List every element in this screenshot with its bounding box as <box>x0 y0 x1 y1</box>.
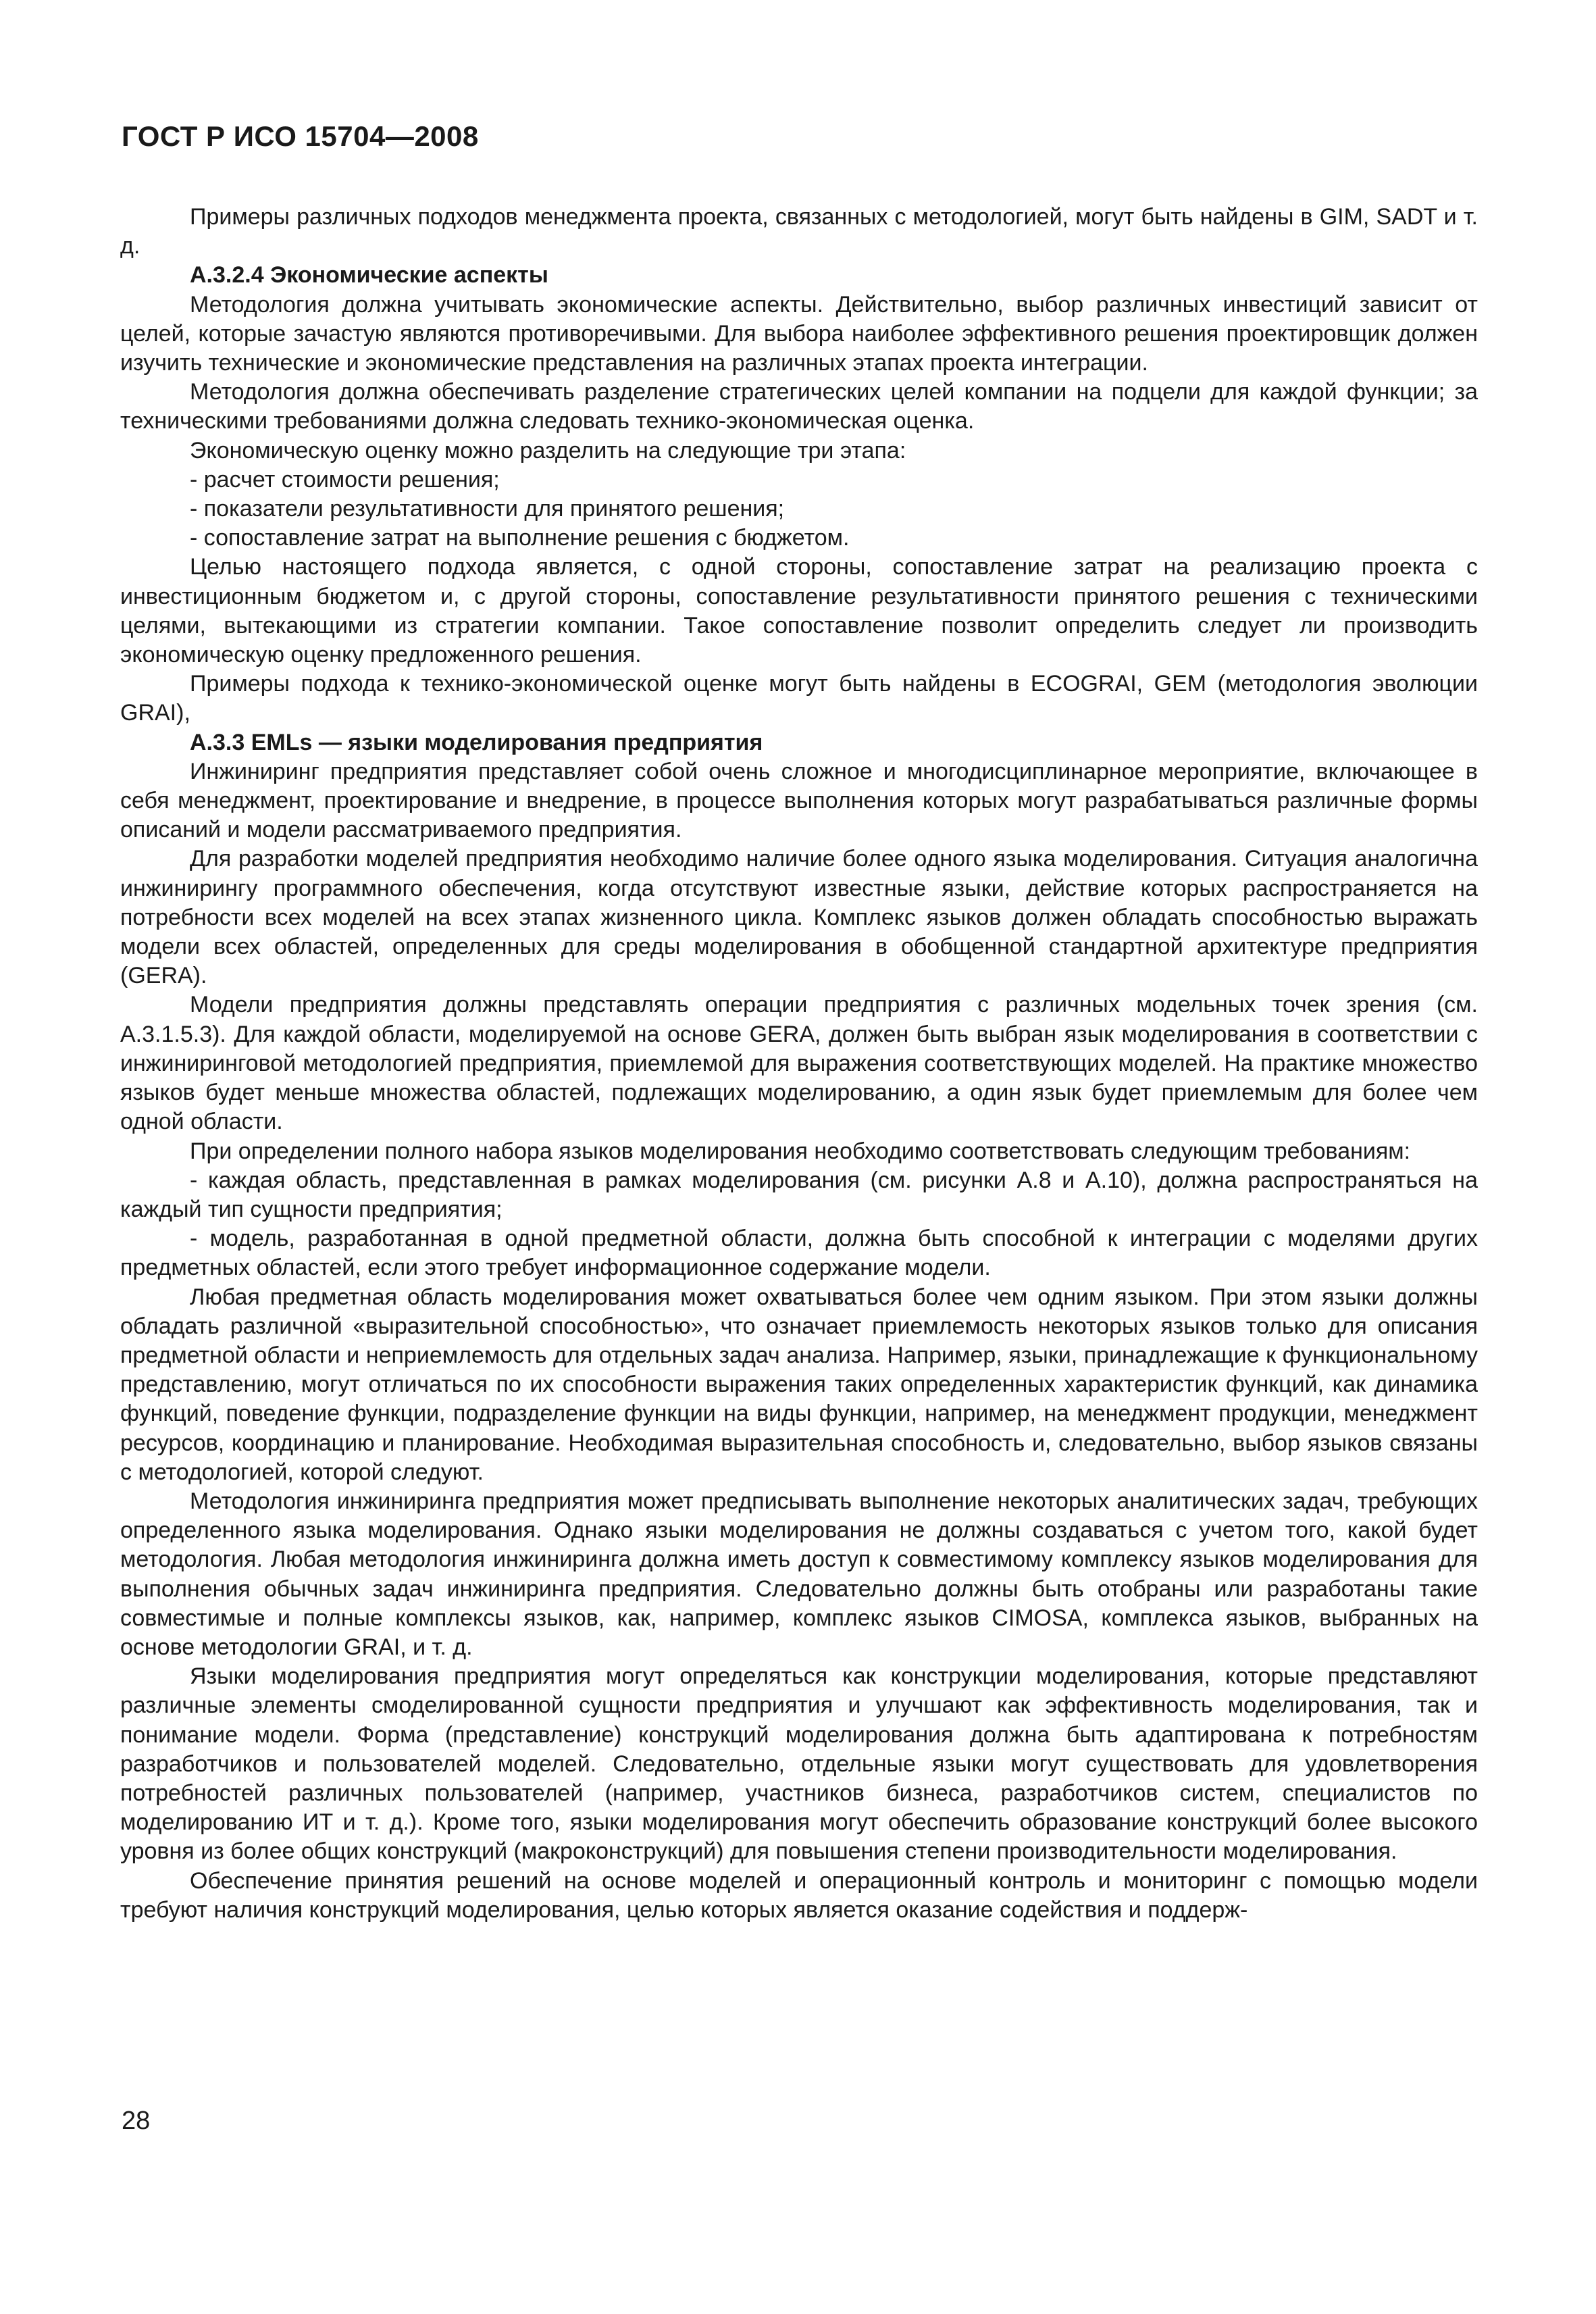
page-body <box>120 203 1478 1925</box>
paragraph-project-approaches: Примеры различных подходов менеджмента проекта, связанных с методологией, могут быть найдены в GIM, SADT и т. д. <box>120 204 1478 259</box>
list-item-budget: - сопоставление затрат на выполнение решения с бюджетом. <box>190 525 850 551</box>
list-item-domain-coverage: - каждая область, представленная в рамках моделирования (см. рисунки А.8 и А.10), должна распространяться на каждый тип сущности предприятия; <box>120 1167 1478 1222</box>
paragraph-model-viewpoints: Модели предприятия должны представлять операции предприятия с различных модельных точек зрения (см. А.3.1.5.3). Для каждой области, моделируемой на основе GERA, должен быть выбран язык моделирования в соответствии с инжиниринговой методологией предприятия, приемлемой для выражения соответствующих моделей. На практике множество языков будет меньше множества областей, подлежащих моделированию, а один язык будет приемлемым для более чем одной области. <box>120 992 1478 1135</box>
paragraph-evaluation-examples: Примеры подхода к технико-экономической оценке могут быть найдены в ECOGRAI, GEM (методология эволюции GRAI), <box>120 671 1478 726</box>
list-item-performance: - показатели результативности для принятого решения; <box>190 496 785 522</box>
paragraph-evaluation-stages: Экономическую оценку можно разделить на следующие три этапа: <box>190 437 906 463</box>
paragraph-enterprise-engineering: Инжиниринг предприятия представляет собой очень сложное и многодисциплинарное мероприятие, включающее в себя менеджмент, проектирование и внедрение, в процессе выполнения которых могут разрабатываться различные формы описаний и модели рассматриваемого предприятия. <box>120 758 1478 843</box>
section-heading-emls: А.3.3 EMLs — языки моделирования предприятия <box>190 729 763 755</box>
section-heading-economic-aspects: А.3.2.4 Экономические аспекты <box>190 262 548 288</box>
paragraph-decision-support: Обеспечение принятия решений на основе моделей и операционный контроль и мониторинг с помощью модели требуют наличия конструкций моделирования, целью которых является оказание содействия и поддерж- <box>120 1867 1478 1923</box>
paragraph-modelling-constructs: Языки моделирования предприятия могут определяться как конструкции моделирования, которые представляют различные элементы смоделированной сущности предприятия и улучшают как эффективность моделирования, так и понимание модели. Форма (представление) конструкций моделирования должна быть адаптирована к потребностям разработчиков и пользователей моделей. Следовательно, отдельные языки могут существовать для удовлетворения потребностей различных пользователей (например, участников бизнеса, разработчиков систем, специалистов по моделированию ИТ и т. д.). Кроме того, языки моделирования могут обеспечить образование конструкций более высокого уровня из более общих конструкций (макроконструкций) для повышения степени производительности моделирования. <box>120 1663 1478 1865</box>
paragraph-model-development: Для разработки моделей предприятия необходимо наличие более одного языка моделирования. Ситуация аналогична инжинирингу программного обеспечения, когда отсутствуют известные языки, действие которых распространяется на потребности всех моделей на всех этапах жизненного цикла. Комплекс языков должен обладать способностью выражать модели всех областей, определенных для среды моделирования в обобщенной стандартной архитектуре предприятия (GERA). <box>120 846 1478 989</box>
list-item-cost: - расчет стоимости решения; <box>190 466 500 493</box>
paragraph-engineering-methodology: Методология инжиниринга предприятия может предписывать выполнение некоторых аналитических задач, требующих определенного языка моделирования. Однако языки моделирования не должны создаваться с учетом того, какой будет методология. Любая методология инжиниринга должна иметь доступ к совместимому комплексу языков моделирования для выполнения обычных задач инжиниринга предприятия. Следовательно должны быть отобраны или разработаны такие совместимые и полные комплексы языков, как, например, комплекс языков CIMOSA, комплекса языков, выбранных на основе методологии GRAI, и т. д. <box>120 1488 1478 1660</box>
paragraph-language-requirements: При определении полного набора языков моделирования необходимо соответствовать следующим требованиям: <box>190 1138 1411 1164</box>
standard-header: ГОСТ Р ИСО 15704—2008 <box>122 120 479 152</box>
list-item-model-integration: - модель, разработанная в одной предметной области, должна быть способной к интеграции с моделями других предметных областей, если этого требует информационное содержание модели. <box>120 1226 1478 1281</box>
page-number: 28 <box>122 2107 151 2135</box>
paragraph-approach-goal: Целью настоящего подхода является, с одной стороны, сопоставление затрат на реализацию проекта с инвестиционным бюджетом и, с другой стороны, сопоставление результативности принятого решения с техническими целями, вытекающими из стратегии компании. Такое сопоставление позволит определить следует ли производить экономическую оценку предложенного решения. <box>120 554 1478 668</box>
paragraph-strategic-goals: Методология должна обеспечивать разделение стратегических целей компании на подцели для каждой функции; за техническими требованиями должна следовать технико-экономическая оценка. <box>120 379 1478 434</box>
paragraph-expressive-power: Любая предметная область моделирования может охватываться более чем одним языком. При этом языки должны обладать различной «выразительной способностью», что означает приемлемость некоторых языков только для описания предметной области и неприемлемость для отдельных задач анализа. Например, языки, принадлежащие к функциональному представлению, могут отличаться по их способности выражения таких определенных характеристик функций, как динамика функций, поведение функции, подразделение функции на виды функции, например, на менеджмент продукции, менеджмент ресурсов, координацию и планирование. Необходимая выразительная способность и, следовательно, выбор языков связаны с методологией, которой следуют. <box>120 1284 1478 1485</box>
paragraph-economic-aspects: Методология должна учитывать экономические аспекты. Действительно, выбор различных инвестиций зависит от целей, которые зачастую являются противоречивыми. Для выбора наиболее эффективного решения проектировщик должен изучить технические и экономические представления на различных этапах проекта интеграции. <box>120 291 1478 376</box>
